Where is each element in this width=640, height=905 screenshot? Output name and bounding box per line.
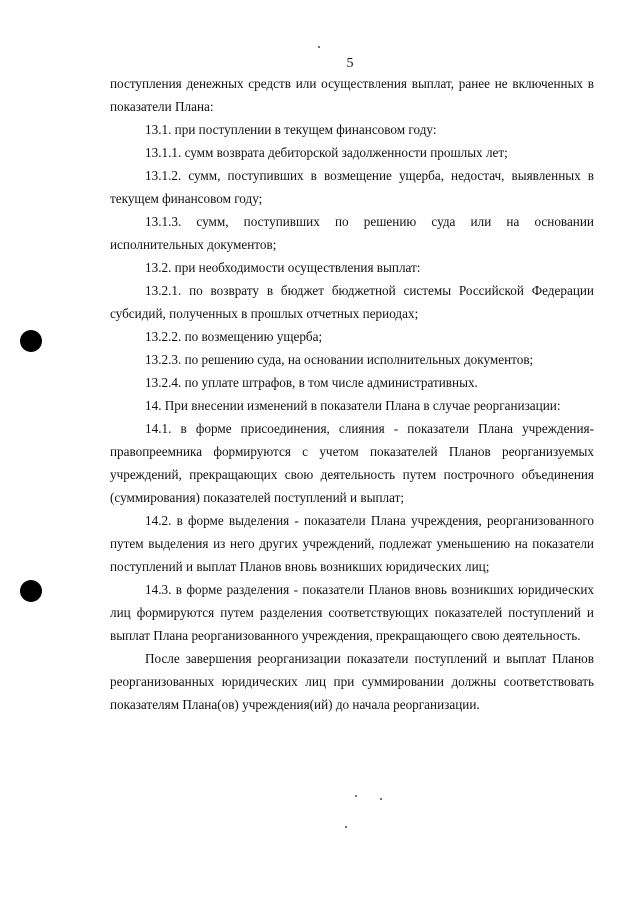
scan-speck [318, 46, 320, 48]
paragraph: 13.1.2. сумм, поступивших в возмещение ущерба, недостач, выявленных в текущем финансовом году; [110, 168, 594, 206]
paragraph: 13.2. при необходимости осуществления выплат: [145, 260, 421, 275]
paragraph: 13.2.2. по возмещению ущерба; [145, 329, 323, 344]
paragraph: 14.1. в форме присоединения, слияния - показатели Плана учреждения-правопреемника формируются с учетом показателей Планов реорганизуемых учреждений, прекращающих свою деятельность путем построчного объединения (суммирования) показателей поступлений и выплат; [110, 421, 594, 505]
scan-speck [345, 826, 347, 828]
binder-hole [20, 580, 42, 602]
document-body [110, 72, 594, 716]
paragraph: 14. При внесении изменений в показатели Плана в случае реорганизации: [145, 398, 561, 413]
paragraph: 13.2.3. по решению суда, на основании исполнительных документов; [145, 352, 534, 367]
paragraph: После завершения реорганизации показатели поступлений и выплат Планов реорганизованных юридических лиц при суммировании должны соответствовать показателям Плана(ов) учреждения(ий) до начала реорганизации. [110, 651, 594, 712]
paragraph: 14.3. в форме разделения - показатели Планов вновь возникших юридических лиц формируются путем разделения соответствующих показателей поступлений и выплат Плана реорганизованного учреждения, прекращающего свою деятельность. [110, 582, 594, 643]
paragraph: 13.1.3. сумм, поступивших по решению суда или на основании исполнительных документов; [110, 214, 594, 252]
paragraph: поступления денежных средств или осуществления выплат, ранее не включенных в показатели Плана: [110, 76, 594, 114]
scan-speck [380, 798, 382, 800]
paragraph: 13.2.4. по уплате штрафов, в том числе административных. [145, 375, 478, 390]
paragraph: 14.2. в форме выделения - показатели Плана учреждения, реорганизованного путем выделения из него других учреждений, подлежат уменьшению на показатели поступлений и выплат Планов вновь возникших юридических лиц; [110, 513, 594, 574]
paragraph: 13.1.1. сумм возврата дебиторской задолженности прошлых лет; [145, 145, 508, 160]
scan-speck [355, 795, 357, 797]
paragraph: 13.2.1. по возврату в бюджет бюджетной системы Российской Федерации субсидий, полученных в прошлых отчетных периодах; [110, 283, 594, 321]
page-number: 5 [346, 56, 354, 71]
binder-hole [20, 330, 42, 352]
paragraph: 13.1. при поступлении в текущем финансовом году: [145, 122, 437, 137]
